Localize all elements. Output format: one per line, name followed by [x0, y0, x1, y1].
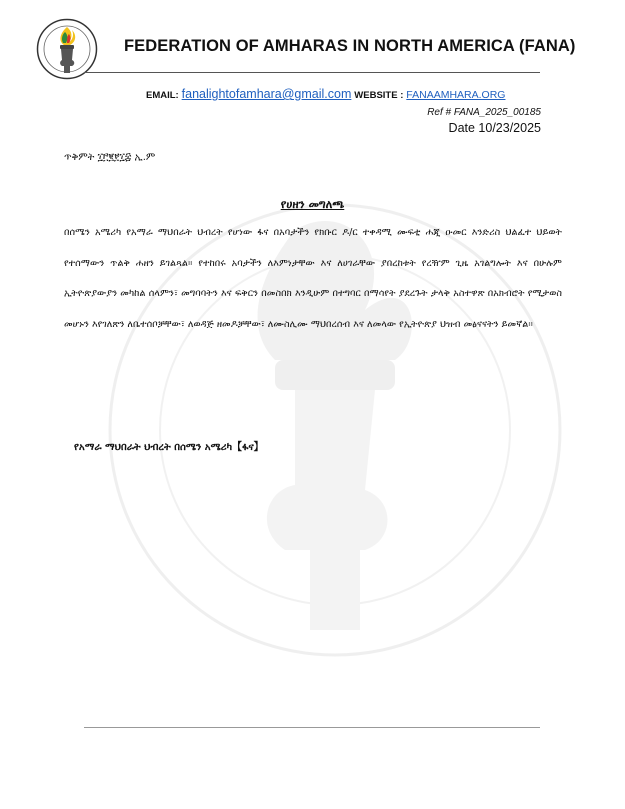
fana-logo [36, 18, 98, 80]
contact-line [146, 87, 505, 101]
footer-divider [84, 727, 540, 728]
document-title-wrap [0, 197, 625, 212]
website-label: WEBSITE : [354, 90, 404, 101]
email-link[interactable]: fanalightofamhara@gmail.com [181, 87, 352, 101]
signature-block: የአማራ ማህበራት ህብረት በሰሜን አሜሪካ【ፋና】 [74, 442, 264, 453]
email-label: EMAIL: [146, 90, 179, 101]
reference-number: Ref # FANA_2025_00185 [427, 107, 541, 118]
letter-date: Date 10/23/2025 [448, 121, 541, 135]
ethiopian-date: ጥቅምት ፲፫፪፻፲፰ ኢ.ም [64, 152, 156, 163]
organization-title: FEDERATION OF AMHARAS IN NORTH AMERICA (FANA) [124, 37, 576, 55]
header-divider [84, 72, 540, 73]
document-title: የሀዘን መግለጫ [280, 197, 345, 211]
website-link[interactable]: FANAAMHARA.ORG [406, 89, 506, 101]
letter-body: በሰሜን አሜሪካ የአማራ ማህበራት ህብረት የሆነው ፋና በአባታችን የክቡር ዶ/ር ተቀዳሚ ሙፍቲ ሐጂ ዑመር እንድሪስ ህልፈተ ህይወት የተሰማውን ጥልቅ ሐዘን ይገልጻል። የተከበሩ አባታችን ለእምነታቸው እና ለሀገራቸው ያበረከቱት የረዥም ጊዜ አገልግሎት እና በሁሉም ኢትዮጵያውያን መካከል ሰላምን፣ መግባባትን እና ፍቅርን በመስበክ እንዲሁም በተግባር በማሳየት ያደረጉት ታላቅ አስተዋጽ በአክብሮት የሚታወስ መሆኑን እየገለጽን ለቤተሰቦቻቸው፣ ለወዳጅ ዘመዶቻቸው፣ ለሙስሊሙ ማህበረሰብ እና ለመላው የኢትዮጵያ ህዝብ መፅናናትን ይመኛል። [64, 227, 562, 330]
